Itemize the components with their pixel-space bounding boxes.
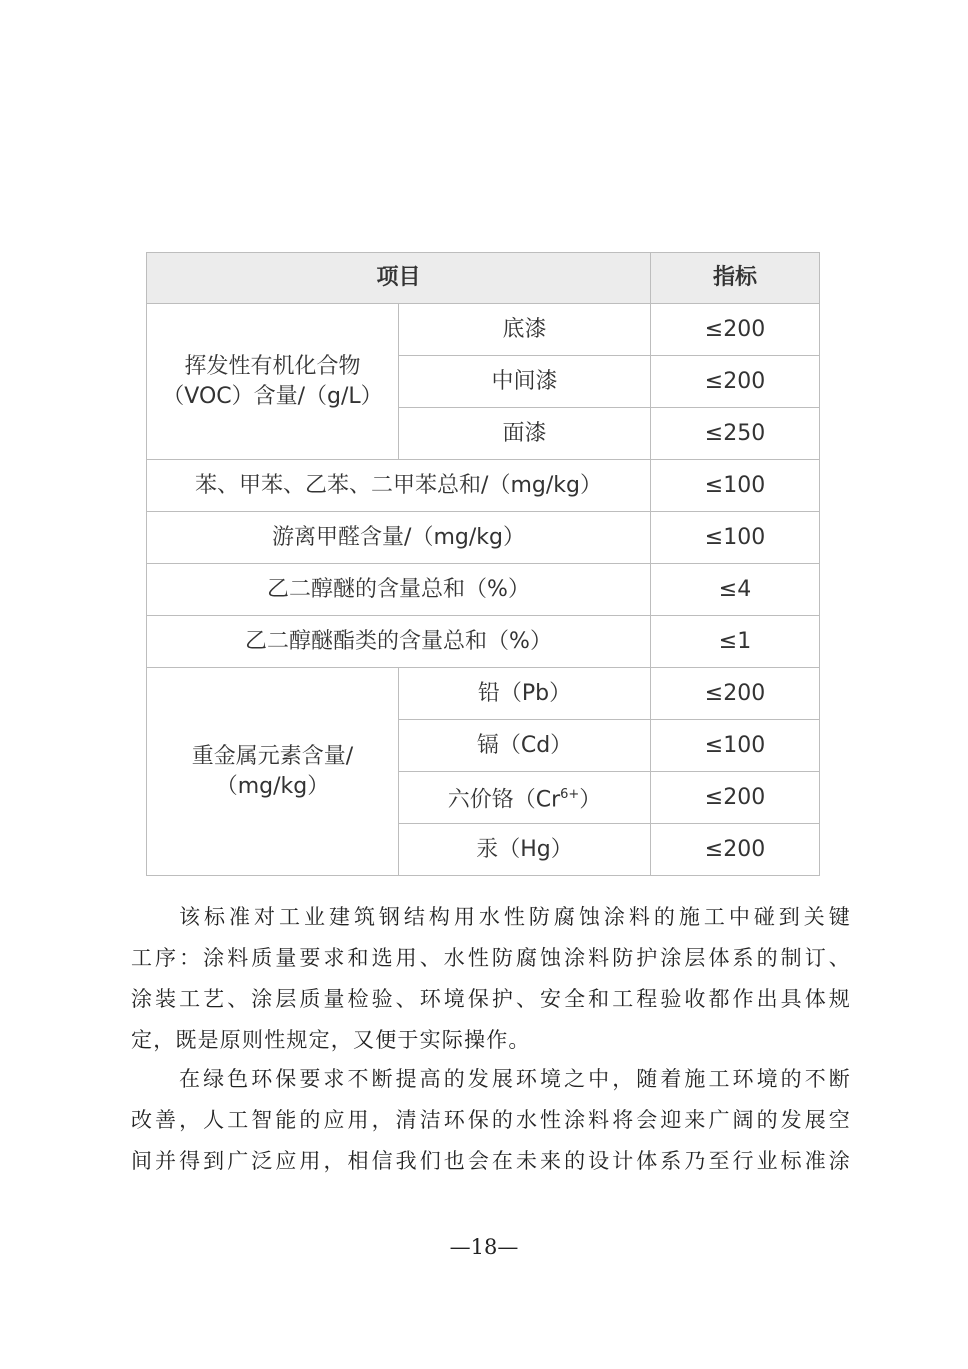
chromium-superscript: 6+ [560, 786, 580, 802]
paragraph-line: 间并得到广泛应用，相信我们也会在未来的设计体系乃至行业标准涂 [131, 1149, 851, 1173]
metal-value-chromium: ≤200 [651, 772, 820, 824]
paragraph-standard-description [131, 897, 851, 1061]
voc-value-topcoat: ≤250 [651, 408, 820, 460]
paragraph-line: 该标准对工业建筑钢结构用水性防腐蚀涂料的施工中碰到关键 [179, 905, 851, 929]
heavy-metal-group-label [147, 668, 399, 876]
header-indicator: 指标 [651, 253, 820, 304]
table-row [147, 668, 820, 720]
table-row [147, 616, 820, 668]
voc-sub-topcoat: 面漆 [399, 408, 651, 460]
table-row [147, 564, 820, 616]
paragraph-line: 定，既是原则性规定，又便于实际操作。 [131, 1028, 531, 1052]
voc-group-label-line2: （VOC）含量/（g/L） [162, 383, 383, 409]
metal-sub-cadmium: 镉（Cd） [399, 720, 651, 772]
table-row [147, 460, 820, 512]
chromium-prefix: 六价铬（Cr [447, 787, 561, 813]
glycol-ether-ester-value: ≤1 [651, 616, 820, 668]
metal-sub-mercury: 汞（Hg） [399, 824, 651, 876]
heavy-metal-group-label-line1: 重金属元素含量/ [191, 743, 354, 769]
voc-value-primer: ≤200 [651, 304, 820, 356]
glycol-ether-ester-label: 乙二醇醚酯类的含量总和（%） [147, 616, 651, 668]
table-row [147, 304, 820, 356]
metal-value-mercury: ≤200 [651, 824, 820, 876]
paragraph-line: 在绿色环保要求不断提高的发展环境之中，随着施工环境的不断 [179, 1067, 851, 1091]
paragraph-line: 涂装工艺、涂层质量检验、环境保护、安全和工程验收都作出具体规 [131, 987, 851, 1011]
metal-sub-lead: 铅（Pb） [399, 668, 651, 720]
chromium-suffix: ） [579, 787, 602, 813]
glycol-ether-value: ≤4 [651, 564, 820, 616]
table-header-row [147, 253, 820, 304]
metal-value-cadmium: ≤100 [651, 720, 820, 772]
paragraph-line: 工序：涂料质量要求和选用、水性防腐蚀涂料防护涂层体系的制订、 [131, 946, 851, 970]
metal-value-lead: ≤200 [651, 668, 820, 720]
formaldehyde-value: ≤100 [651, 512, 820, 564]
paragraph-outlook [131, 1059, 851, 1182]
voc-sub-primer: 底漆 [399, 304, 651, 356]
benzene-label: 苯、甲苯、乙苯、二甲苯总和/（mg/kg） [147, 460, 651, 512]
voc-sub-intermediate: 中间漆 [399, 356, 651, 408]
formaldehyde-label: 游离甲醛含量/（mg/kg） [147, 512, 651, 564]
heavy-metal-group-label-line2: （mg/kg） [215, 773, 330, 799]
header-item: 项目 [147, 253, 651, 304]
specification-table [146, 252, 820, 876]
glycol-ether-label: 乙二醇醚的含量总和（%） [147, 564, 651, 616]
voc-value-intermediate: ≤200 [651, 356, 820, 408]
voc-group-label [147, 304, 399, 460]
page-number: —18— [449, 1235, 519, 1259]
benzene-value: ≤100 [651, 460, 820, 512]
table-row [147, 512, 820, 564]
paragraph-line: 改善，人工智能的应用，清洁环保的水性涂料将会迎来广阔的发展空 [131, 1108, 851, 1132]
voc-group-label-line1: 挥发性有机化合物 [184, 353, 361, 379]
metal-sub-chromium [399, 772, 651, 824]
